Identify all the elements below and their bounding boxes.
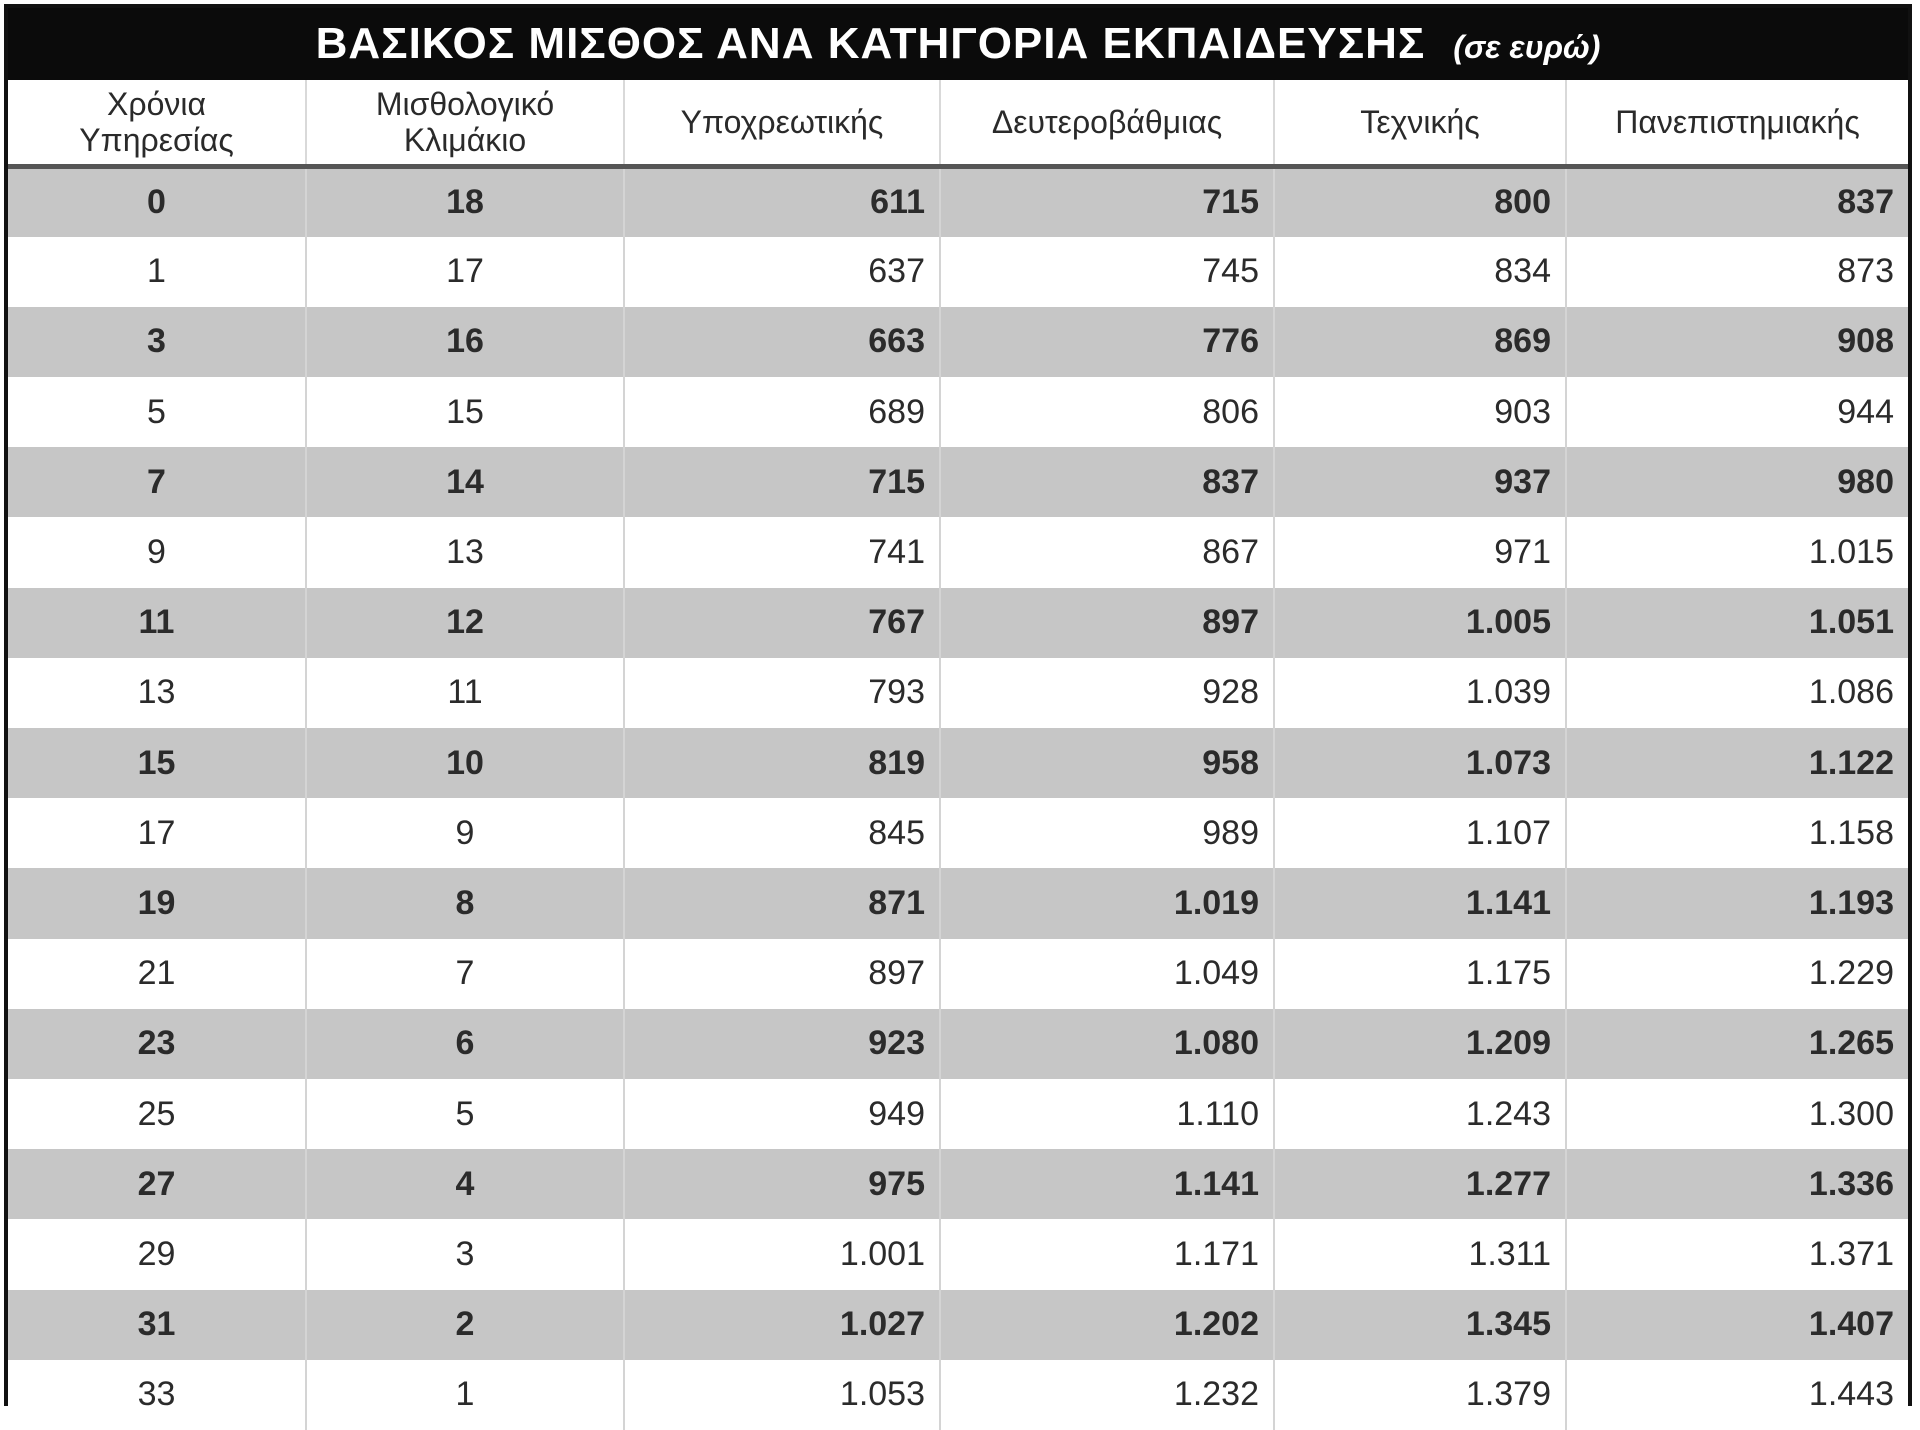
years-cell: 13 bbox=[8, 658, 306, 728]
compulsory-cell: 611 bbox=[624, 167, 940, 237]
grade-cell: 6 bbox=[306, 1009, 624, 1079]
grade-cell: 16 bbox=[306, 307, 624, 377]
university-cell: 980 bbox=[1566, 447, 1908, 517]
secondary-cell: 989 bbox=[940, 798, 1274, 868]
secondary-cell: 715 bbox=[940, 167, 1274, 237]
secondary-cell: 1.141 bbox=[940, 1149, 1274, 1219]
technical-cell: 1.005 bbox=[1274, 588, 1566, 658]
compulsory-cell: 975 bbox=[624, 1149, 940, 1219]
compulsory-cell: 741 bbox=[624, 517, 940, 587]
university-cell: 1.265 bbox=[1566, 1009, 1908, 1079]
title-bar bbox=[8, 8, 1908, 80]
table-row bbox=[8, 1079, 1908, 1149]
compulsory-cell: 949 bbox=[624, 1079, 940, 1149]
table-row bbox=[8, 237, 1908, 307]
technical-cell: 800 bbox=[1274, 167, 1566, 237]
secondary-cell: 1.110 bbox=[940, 1079, 1274, 1149]
technical-cell: 971 bbox=[1274, 517, 1566, 587]
header-technical-education bbox=[1274, 80, 1566, 167]
compulsory-cell: 1.001 bbox=[624, 1219, 940, 1289]
technical-cell: 1.243 bbox=[1274, 1079, 1566, 1149]
years-cell: 27 bbox=[8, 1149, 306, 1219]
secondary-cell: 928 bbox=[940, 658, 1274, 728]
grade-cell: 12 bbox=[306, 588, 624, 658]
grade-cell: 1 bbox=[306, 1360, 624, 1430]
secondary-cell: 1.019 bbox=[940, 868, 1274, 938]
university-cell: 873 bbox=[1566, 237, 1908, 307]
compulsory-cell: 689 bbox=[624, 377, 940, 447]
compulsory-cell: 923 bbox=[624, 1009, 940, 1079]
header-line: Τεχνικής bbox=[1360, 104, 1480, 140]
years-cell: 5 bbox=[8, 377, 306, 447]
secondary-cell: 776 bbox=[940, 307, 1274, 377]
grade-cell: 10 bbox=[306, 728, 624, 798]
years-cell: 17 bbox=[8, 798, 306, 868]
compulsory-cell: 1.027 bbox=[624, 1290, 940, 1360]
university-cell: 1.193 bbox=[1566, 868, 1908, 938]
secondary-cell: 745 bbox=[940, 237, 1274, 307]
compulsory-cell: 819 bbox=[624, 728, 940, 798]
university-cell: 1.229 bbox=[1566, 939, 1908, 1009]
years-cell: 15 bbox=[8, 728, 306, 798]
grade-cell: 7 bbox=[306, 939, 624, 1009]
years-cell: 19 bbox=[8, 868, 306, 938]
header-university-education bbox=[1566, 80, 1908, 167]
technical-cell: 937 bbox=[1274, 447, 1566, 517]
technical-cell: 1.039 bbox=[1274, 658, 1566, 728]
technical-cell: 869 bbox=[1274, 307, 1566, 377]
technical-cell: 1.107 bbox=[1274, 798, 1566, 868]
header-line: Δευτεροβάθμιας bbox=[991, 104, 1223, 140]
technical-cell: 834 bbox=[1274, 237, 1566, 307]
grade-cell: 2 bbox=[306, 1290, 624, 1360]
secondary-cell: 837 bbox=[940, 447, 1274, 517]
university-cell: 1.158 bbox=[1566, 798, 1908, 868]
technical-cell: 1.175 bbox=[1274, 939, 1566, 1009]
technical-cell: 1.311 bbox=[1274, 1219, 1566, 1289]
table-row bbox=[8, 167, 1908, 237]
years-cell: 11 bbox=[8, 588, 306, 658]
header-line: Πανεπιστημιακής bbox=[1615, 104, 1860, 140]
compulsory-cell: 1.053 bbox=[624, 1360, 940, 1430]
table-row bbox=[8, 939, 1908, 1009]
grade-cell: 8 bbox=[306, 868, 624, 938]
years-cell: 23 bbox=[8, 1009, 306, 1079]
secondary-cell: 1.171 bbox=[940, 1219, 1274, 1289]
technical-cell: 1.345 bbox=[1274, 1290, 1566, 1360]
secondary-cell: 1.080 bbox=[940, 1009, 1274, 1079]
university-cell: 1.371 bbox=[1566, 1219, 1908, 1289]
compulsory-cell: 637 bbox=[624, 237, 940, 307]
currency-note: (σε ευρώ) bbox=[1453, 28, 1601, 65]
secondary-cell: 1.232 bbox=[940, 1360, 1274, 1430]
grade-cell: 11 bbox=[306, 658, 624, 728]
years-cell: 9 bbox=[8, 517, 306, 587]
header-line: Υποχρεωτικής bbox=[680, 104, 884, 140]
years-cell: 3 bbox=[8, 307, 306, 377]
compulsory-cell: 897 bbox=[624, 939, 940, 1009]
compulsory-cell: 793 bbox=[624, 658, 940, 728]
years-cell: 1 bbox=[8, 237, 306, 307]
university-cell: 1.300 bbox=[1566, 1079, 1908, 1149]
table-row bbox=[8, 798, 1908, 868]
compulsory-cell: 663 bbox=[624, 307, 940, 377]
table-row bbox=[8, 1360, 1908, 1430]
years-cell: 29 bbox=[8, 1219, 306, 1289]
table-row bbox=[8, 588, 1908, 658]
table-row bbox=[8, 1009, 1908, 1079]
table-row bbox=[8, 1219, 1908, 1289]
grade-cell: 14 bbox=[306, 447, 624, 517]
university-cell: 1.051 bbox=[1566, 588, 1908, 658]
table-row bbox=[8, 447, 1908, 517]
secondary-cell: 1.202 bbox=[940, 1290, 1274, 1360]
table-header bbox=[8, 80, 1908, 167]
grade-cell: 18 bbox=[306, 167, 624, 237]
table-row bbox=[8, 1290, 1908, 1360]
secondary-cell: 806 bbox=[940, 377, 1274, 447]
secondary-cell: 867 bbox=[940, 517, 1274, 587]
grade-cell: 9 bbox=[306, 798, 624, 868]
compulsory-cell: 715 bbox=[624, 447, 940, 517]
table-row bbox=[8, 1149, 1908, 1219]
table-row bbox=[8, 517, 1908, 587]
header-line: Μισθολογικό bbox=[375, 86, 555, 122]
technical-cell: 1.141 bbox=[1274, 868, 1566, 938]
technical-cell: 903 bbox=[1274, 377, 1566, 447]
university-cell: 1.407 bbox=[1566, 1290, 1908, 1360]
salary-table-panel bbox=[4, 4, 1912, 1414]
years-cell: 0 bbox=[8, 167, 306, 237]
header-years-of-service bbox=[8, 80, 306, 167]
years-cell: 33 bbox=[8, 1360, 306, 1430]
grade-cell: 15 bbox=[306, 377, 624, 447]
header-pay-grade bbox=[306, 80, 624, 167]
years-cell: 25 bbox=[8, 1079, 306, 1149]
header-secondary-education bbox=[940, 80, 1274, 167]
grade-cell: 13 bbox=[306, 517, 624, 587]
years-cell: 31 bbox=[8, 1290, 306, 1360]
header-line: Κλιμάκιο bbox=[403, 122, 527, 158]
table-row bbox=[8, 868, 1908, 938]
technical-cell: 1.379 bbox=[1274, 1360, 1566, 1430]
grade-cell: 3 bbox=[306, 1219, 624, 1289]
header-line: Υπηρεσίας bbox=[79, 122, 234, 158]
university-cell: 1.086 bbox=[1566, 658, 1908, 728]
table-row bbox=[8, 728, 1908, 798]
header-row bbox=[8, 80, 1908, 167]
header-line: Χρόνια bbox=[107, 86, 206, 122]
grade-cell: 5 bbox=[306, 1079, 624, 1149]
technical-cell: 1.277 bbox=[1274, 1149, 1566, 1219]
university-cell: 837 bbox=[1566, 167, 1908, 237]
grade-cell: 17 bbox=[306, 237, 624, 307]
technical-cell: 1.073 bbox=[1274, 728, 1566, 798]
university-cell: 1.336 bbox=[1566, 1149, 1908, 1219]
university-cell: 1.015 bbox=[1566, 517, 1908, 587]
university-cell: 908 bbox=[1566, 307, 1908, 377]
university-cell: 1.122 bbox=[1566, 728, 1908, 798]
compulsory-cell: 871 bbox=[624, 868, 940, 938]
table-row bbox=[8, 307, 1908, 377]
header-compulsory-education bbox=[624, 80, 940, 167]
table-title: ΒΑΣΙΚΟΣ ΜΙΣΘΟΣ ΑΝΑ ΚΑΤΗΓΟΡΙΑ ΕΚΠΑΙΔΕΥΣΗΣ bbox=[315, 19, 1426, 68]
grade-cell: 4 bbox=[306, 1149, 624, 1219]
compulsory-cell: 845 bbox=[624, 798, 940, 868]
years-cell: 21 bbox=[8, 939, 306, 1009]
secondary-cell: 1.049 bbox=[940, 939, 1274, 1009]
table-row bbox=[8, 658, 1908, 728]
table-body bbox=[8, 167, 1908, 1430]
compulsory-cell: 767 bbox=[624, 588, 940, 658]
technical-cell: 1.209 bbox=[1274, 1009, 1566, 1079]
secondary-cell: 897 bbox=[940, 588, 1274, 658]
secondary-cell: 958 bbox=[940, 728, 1274, 798]
salary-table bbox=[8, 80, 1908, 1430]
years-cell: 7 bbox=[8, 447, 306, 517]
table-row bbox=[8, 377, 1908, 447]
university-cell: 944 bbox=[1566, 377, 1908, 447]
university-cell: 1.443 bbox=[1566, 1360, 1908, 1430]
